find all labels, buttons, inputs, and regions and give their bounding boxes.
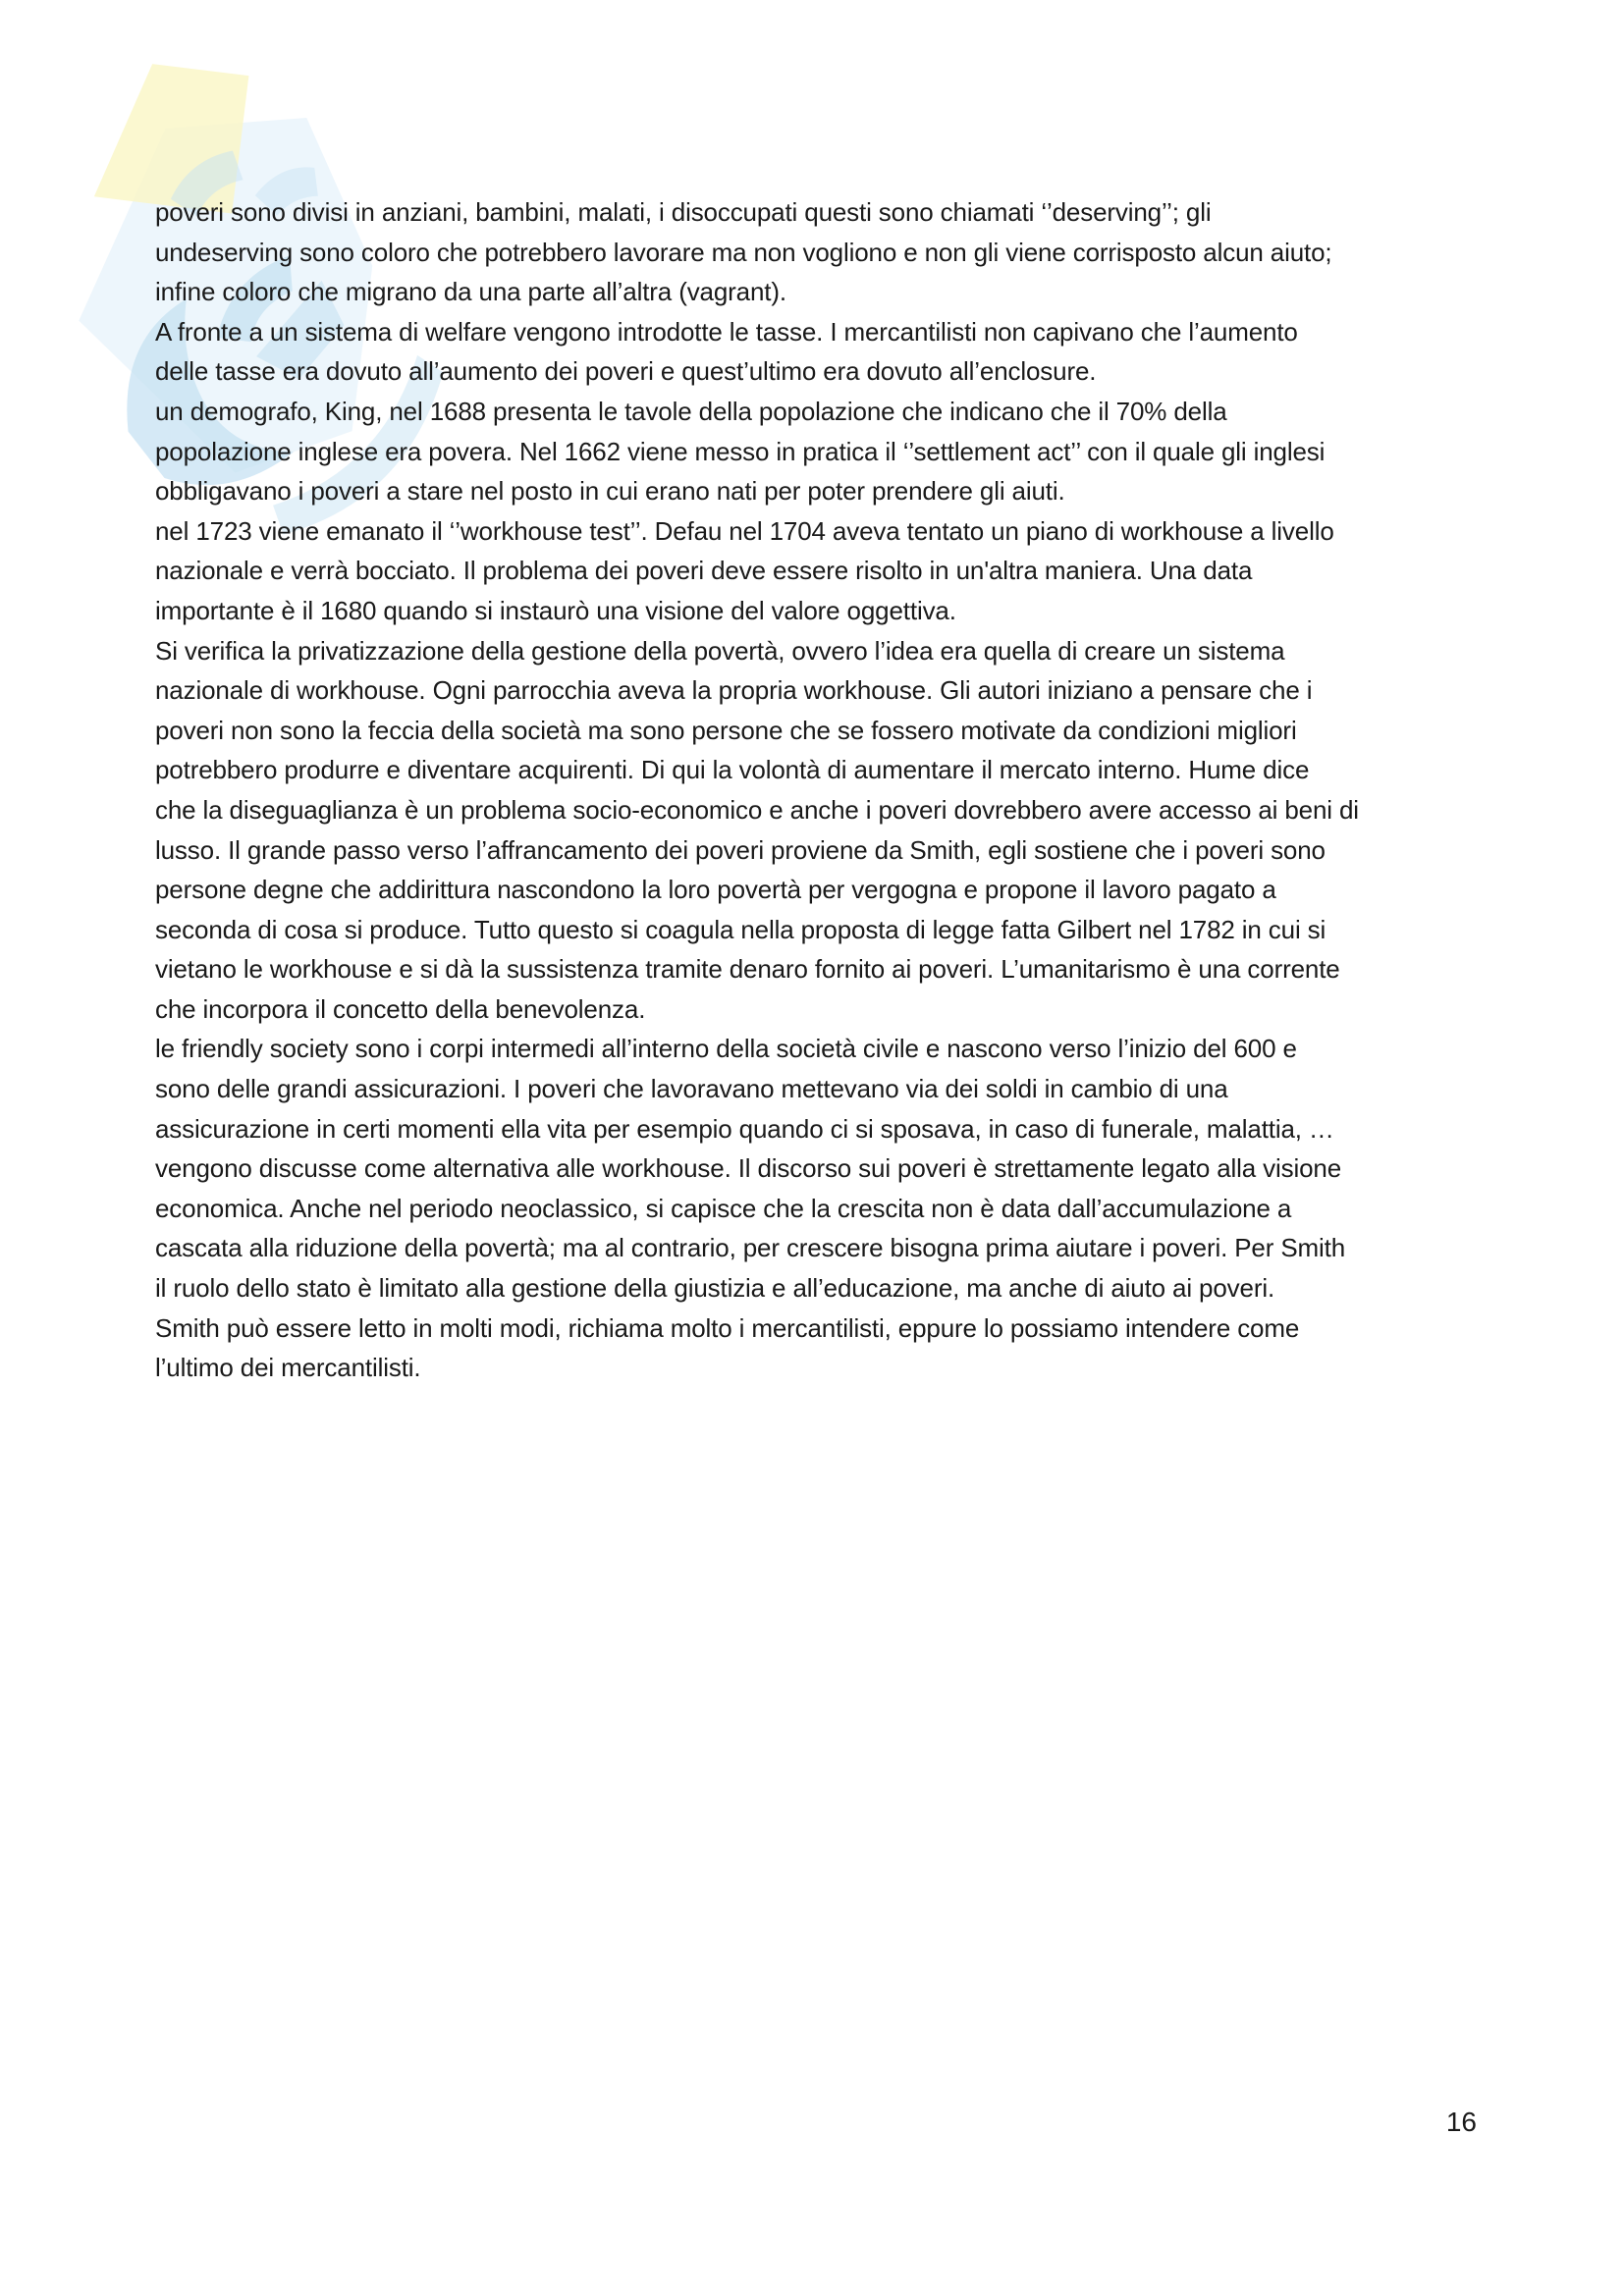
text-line: obbligavano i poveri a stare nel posto in cui erano nati per poter prendere gli aiuti. bbox=[155, 476, 1065, 507]
text-line: poveri non sono la feccia della società ma sono persone che se fossero motivate da condizioni migliori bbox=[155, 715, 1297, 745]
text-line: un demografo, King, nel 1688 presenta le tavole della popolazione che indicano che il 70% della bbox=[155, 396, 1227, 426]
text-line: che incorpora il concetto della benevolenza. bbox=[155, 993, 646, 1024]
text-line: delle tasse era dovuto all’aumento dei poveri e quest’ultimo era dovuto all’enclosure. bbox=[155, 356, 1097, 387]
text-line: undeserving sono coloro che potrebbero lavorare ma non vogliono e non gli viene corrisposto alcun aiuto; bbox=[155, 237, 1332, 267]
text-line: le friendly society sono i corpi intermedi all’interno della società civile e nascono verso l’inizio del 600 e bbox=[155, 1034, 1297, 1064]
text-line: poveri sono divisi in anziani, bambini, malati, i disoccupati questi sono chiamati ‘’deserving’’; gli bbox=[155, 197, 1212, 227]
body-text bbox=[155, 192, 1476, 1388]
text-line: A fronte a un sistema di welfare vengono introdotte le tasse. I mercantilisti non capivano che l’aumento bbox=[155, 316, 1298, 347]
text-line: infine coloro che migrano da una parte all’altra (vagrant). bbox=[155, 277, 786, 307]
text-line: vietano le workhouse e si dà la sussistenza tramite denaro fornito ai poveri. L’umanitarismo è una corrente bbox=[155, 954, 1340, 985]
text-line: importante è il 1680 quando si instaurò una visione del valore oggettiva. bbox=[155, 595, 956, 625]
text-line: potrebbero produrre e diventare acquirenti. Di qui la volontà di aumentare il mercato interno. Hume dice bbox=[155, 755, 1310, 785]
text-line: il ruolo dello stato è limitato alla gestione della giustizia e all’educazione, ma anche di aiuto ai poveri. bbox=[155, 1273, 1275, 1304]
text-line: nel 1723 viene emanato il ‘’workhouse test’’. Defau nel 1704 aveva tentato un piano di workhouse a livello bbox=[155, 515, 1334, 546]
text-line: persone degne che addirittura nascondono la loro povertà per vergogna e propone il lavoro pagato a bbox=[155, 875, 1276, 905]
text-line: che la diseguaglianza è un problema socio-economico e anche i poveri dovrebbero avere accesso ai beni di bbox=[155, 794, 1359, 825]
text-line: economica. Anche nel periodo neoclassico, si capisce che la crescita non è data dall’accumulazione a bbox=[155, 1193, 1292, 1223]
text-line: nazionale di workhouse. Ogni parrocchia aveva la propria workhouse. Gli autori iniziano a pensare che i bbox=[155, 675, 1313, 706]
text-line: cascata alla riduzione della povertà; ma al contrario, per crescere bisogna prima aiutare i poveri. Per Smith bbox=[155, 1233, 1346, 1263]
text-line: popolazione inglese era povera. Nel 1662 viene messo in pratica il ‘’settlement act’’ con il quale gli inglesi bbox=[155, 436, 1326, 466]
text-line: lusso. Il grande passo verso l’affrancamento dei poveri proviene da Smith, egli sostiene che i poveri sono bbox=[155, 834, 1326, 865]
page-number: 16 bbox=[1445, 2107, 1477, 2137]
text-line: seconda di cosa si produce. Tutto questo si coagula nella proposta di legge fatta Gilbert nel 1782 in cui si bbox=[155, 914, 1326, 944]
text-line: vengono discusse come alternativa alle workhouse. Il discorso sui poveri è strettamente legato alla visione bbox=[155, 1153, 1342, 1184]
text-line: Smith può essere letto in molti modi, richiama molto i mercantilisti, eppure lo possiamo intendere come bbox=[155, 1312, 1300, 1343]
text-line: l’ultimo dei mercantilisti. bbox=[155, 1353, 421, 1383]
text-line: nazionale e verrà bocciato. Il problema dei poveri deve essere risolto in un'altra maniera. Una data bbox=[155, 556, 1253, 586]
text-line: Si verifica la privatizzazione della gestione della povertà, ovvero l’idea era quella di creare un sistema bbox=[155, 635, 1285, 666]
text-line: assicurazione in certi momenti ella vita per esempio quando ci si sposava, in caso di funerale, malattia, … bbox=[155, 1113, 1334, 1144]
text-line: sono delle grandi assicurazioni. I poveri che lavoravano mettevano via dei soldi in cambio di una bbox=[155, 1074, 1228, 1104]
